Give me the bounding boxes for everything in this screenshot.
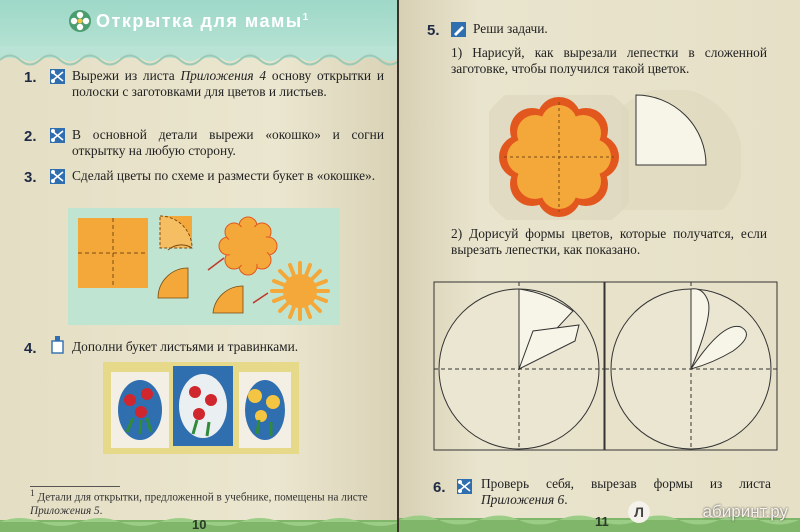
task-4-text: Дополни букет листьями и травинками. bbox=[72, 339, 299, 354]
scissors-icon bbox=[50, 69, 65, 84]
task-1-text: Вырежи из листа Приложения 4 основу открытки и полоски с заготовками для цветов и листьев. bbox=[72, 68, 384, 99]
page-number: 11 bbox=[595, 514, 609, 529]
footnote-divider bbox=[30, 486, 120, 487]
petal-shapes-exercise bbox=[433, 281, 779, 451]
scissors-icon bbox=[50, 128, 65, 143]
task-5-sub2-text: 2) Дорисуй формы цветов, которые получатся, если вырезать лепестки, как показано. bbox=[451, 226, 767, 257]
labirint-logo: Л bbox=[628, 501, 650, 523]
glue-icon bbox=[51, 336, 64, 354]
right-page bbox=[399, 0, 800, 532]
flower-scheme-illustration bbox=[68, 208, 340, 325]
flower-title-icon bbox=[68, 9, 92, 33]
task-number: 5. bbox=[427, 22, 440, 39]
quarter-circle-blank bbox=[621, 90, 741, 210]
pencil-icon bbox=[451, 22, 466, 37]
page-title: Открытка для мамы$^1$ bbox=[96, 11, 310, 31]
greeting-cards-illustration bbox=[103, 362, 299, 454]
task-number: 3. bbox=[24, 169, 37, 186]
scissors-icon bbox=[457, 479, 472, 494]
task-number: 2. bbox=[24, 128, 37, 145]
task-number: 6. bbox=[433, 479, 446, 496]
page-number: 10 bbox=[192, 517, 207, 532]
task-6-text: Проверь себя, вырезав формы из листа Приложения 6. bbox=[481, 476, 771, 507]
task-5-sub1-text: 1) Нарисуй, как вырезали лепестки в сложенной заготовке, чтобы получился такой цветок. bbox=[451, 45, 767, 76]
task-5-title: Реши задачи. bbox=[473, 21, 548, 36]
wavy-border bbox=[0, 46, 397, 68]
task-2-text: В основной детали вырежи «окошко» и согни открытку на любую сторону. bbox=[72, 127, 384, 158]
task-3-text: Сделай цветы по схеме и размести букет в «окошке». bbox=[72, 168, 376, 183]
scissors-icon bbox=[50, 169, 65, 184]
task-number: 4. bbox=[24, 340, 37, 357]
watermark: абиринт.ру bbox=[702, 502, 788, 521]
left-page bbox=[0, 0, 397, 532]
footnote: $^1$ Детали для открытки, предложенной в учебнике, помещены на листе Приложения 5. bbox=[30, 489, 368, 517]
orange-flower-illustration bbox=[489, 95, 629, 220]
task-number: 1. bbox=[24, 69, 37, 86]
